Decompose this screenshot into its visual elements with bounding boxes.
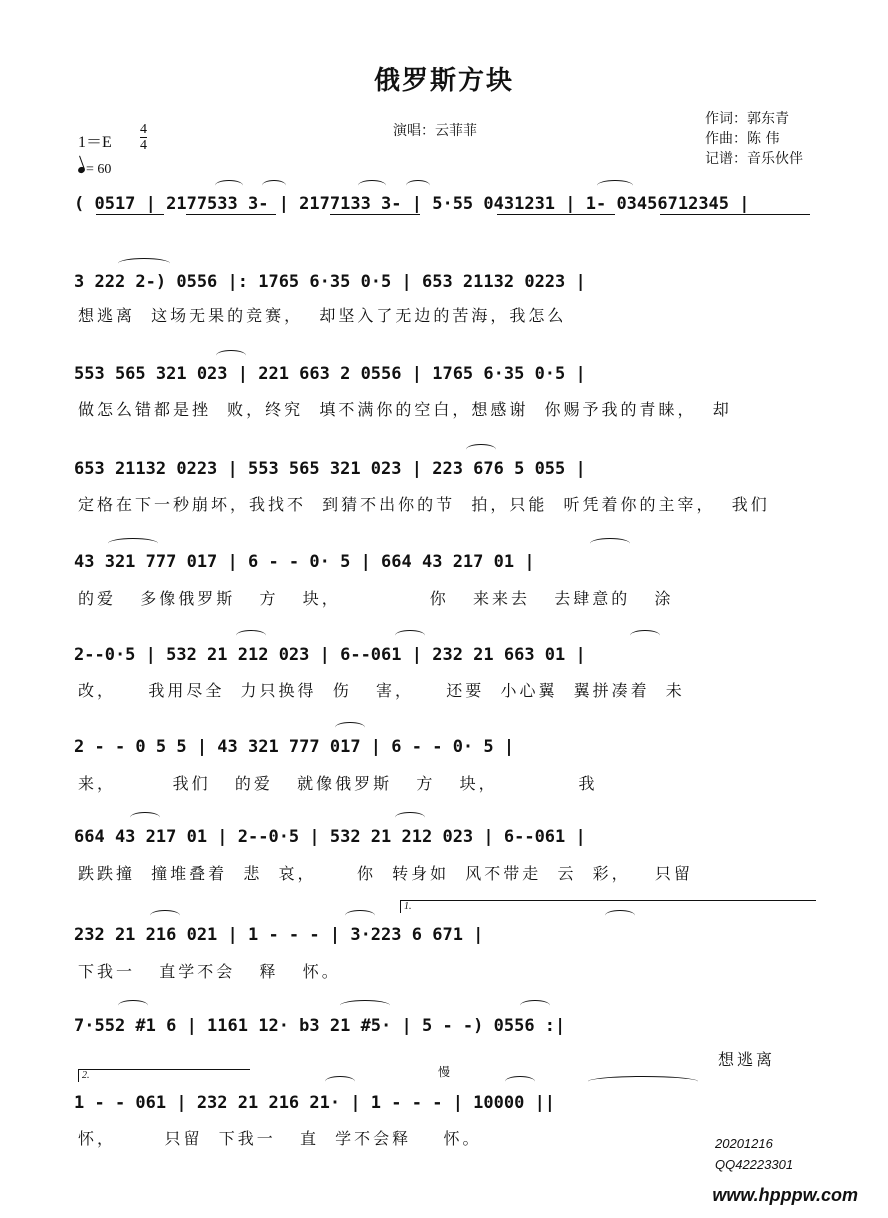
slur-mark xyxy=(108,538,158,549)
slur-mark xyxy=(597,180,633,191)
volta-second-ending: 2. xyxy=(78,1069,250,1082)
time-signature-bottom: 4 xyxy=(140,138,147,153)
slur-mark xyxy=(118,258,170,269)
slur-mark xyxy=(118,1000,148,1011)
staff-system: 2 - - 0 5 5 | 43 321 777 017 | 6 - - 0· 5 | xyxy=(74,737,515,757)
beam-line xyxy=(660,214,810,215)
quarter-note-icon xyxy=(77,166,86,174)
key-signature: 1＝E xyxy=(78,134,112,151)
slur-mark xyxy=(150,910,180,921)
staff-system: 2--0·5 | 532 21 212 023 | 6--061 | 232 21 663 01 | xyxy=(74,645,586,665)
slur-mark xyxy=(130,812,160,823)
slur-mark xyxy=(505,1076,535,1087)
slur-mark xyxy=(358,180,386,191)
beam-line xyxy=(186,214,276,215)
score-title: 俄罗斯方块 xyxy=(373,66,514,96)
slur-mark xyxy=(395,812,425,823)
lyric-line: 下我一 直学不会 释 怀。 xyxy=(78,962,341,981)
slur-mark xyxy=(406,180,430,191)
lyric-line: 的爱 多像俄罗斯 方 块， 你 来来去 去肆意的 涂 xyxy=(78,589,674,608)
time-signature xyxy=(140,122,147,153)
beam-line xyxy=(96,214,164,215)
staff-system: 232 21 216 021 | 1 - - - | 3·223 6 671 | xyxy=(74,925,484,945)
composer-credit: 作曲：陈 伟 xyxy=(705,131,780,147)
transcriber-credit: 记谱：音乐伙伴 xyxy=(705,151,803,167)
staff-system: 43 321 777 017 | 6 - - 0· 5 | 664 43 217 01 | xyxy=(74,552,535,572)
staff-system: 664 43 217 01 | 2--0·5 | 532 21 212 023 | 6--061 | xyxy=(74,827,586,847)
slur-mark xyxy=(236,630,266,641)
slur-mark xyxy=(340,1000,390,1011)
tempo-marking: = 60 xyxy=(78,162,111,178)
slur-mark xyxy=(395,630,425,641)
slur-mark xyxy=(590,538,630,549)
slur-mark xyxy=(466,444,496,455)
staff-system: 7·552 #1 6 | 1161 12· b3 21 #5· | 5 - -) 0556 :| xyxy=(74,1016,566,1036)
lyric-line: 改， 我用尽全 力只换得 伤 害， 还要 小心翼 翼拼凑着 未 xyxy=(78,681,685,700)
beam-line xyxy=(330,214,420,215)
lyric-line: 跌跌撞 撞堆叠着 悲 哀， 你 转身如 风不带走 云 彩， 只留 xyxy=(78,864,693,883)
singer-credit: 演唱：云菲菲 xyxy=(393,123,477,139)
slur-mark xyxy=(262,180,286,191)
slur-mark xyxy=(216,350,246,361)
slur-mark xyxy=(605,910,635,921)
slur-mark xyxy=(520,1000,550,1011)
slur-mark xyxy=(325,1076,355,1087)
slur-mark xyxy=(345,910,375,921)
staff-system: ( 0517 | 2177533 3- | 2177133 3- | 5·55 0431231 | 1- 03456712345 | xyxy=(74,194,750,214)
tempo-slow-marking: 慢 xyxy=(438,1065,451,1079)
site-watermark: www.hpppw.com xyxy=(712,1185,858,1205)
beam-line xyxy=(497,214,615,215)
lyric-line: 想逃离 xyxy=(718,1050,776,1069)
qq-stamp: QQ42223301 xyxy=(715,1157,794,1172)
lyric-line: 想逃离 这场无果的竞赛， 却坚入了无边的苦海，我怎么 xyxy=(78,306,567,325)
slur-mark xyxy=(215,180,243,191)
slur-mark xyxy=(335,722,365,733)
slur-mark xyxy=(630,630,660,641)
staff-system: 553 565 321 023 | 221 663 2 0556 | 1765 6·35 0·5 | xyxy=(74,364,586,384)
lyric-line: 定格在下一秒崩坏，我找不 到猜不出你的节 拍，只能 听凭着你的主宰， 我们 xyxy=(78,495,770,514)
volta-first-ending: 1. xyxy=(400,900,816,913)
time-signature-top: 4 xyxy=(140,122,147,137)
staff-system: 1 - - 061 | 232 21 216 21· | 1 - - - | 10000 || xyxy=(74,1093,556,1113)
staff-system: 3 222 2-) 0556 |: 1765 6·35 0·5 | 653 21132 0223 | xyxy=(74,272,586,292)
staff-system: 653 21132 0223 | 553 565 321 023 | 223 676 5 055 | xyxy=(74,459,586,479)
date-stamp: 20201216 xyxy=(715,1136,773,1151)
lyric-line: 来， 我们 的爱 就像俄罗斯 方 块， 我 xyxy=(78,774,598,793)
lyric-line: 怀， 只留 下我一 直 学不会释 怀。 xyxy=(78,1129,482,1148)
lyricist-credit: 作词：郭东青 xyxy=(705,111,789,127)
slur-mark xyxy=(588,1076,698,1087)
lyric-line: 做怎么错都是挫 败，终究 填不满你的空白，想感谢 你赐予我的青睐， 却 xyxy=(78,400,732,419)
